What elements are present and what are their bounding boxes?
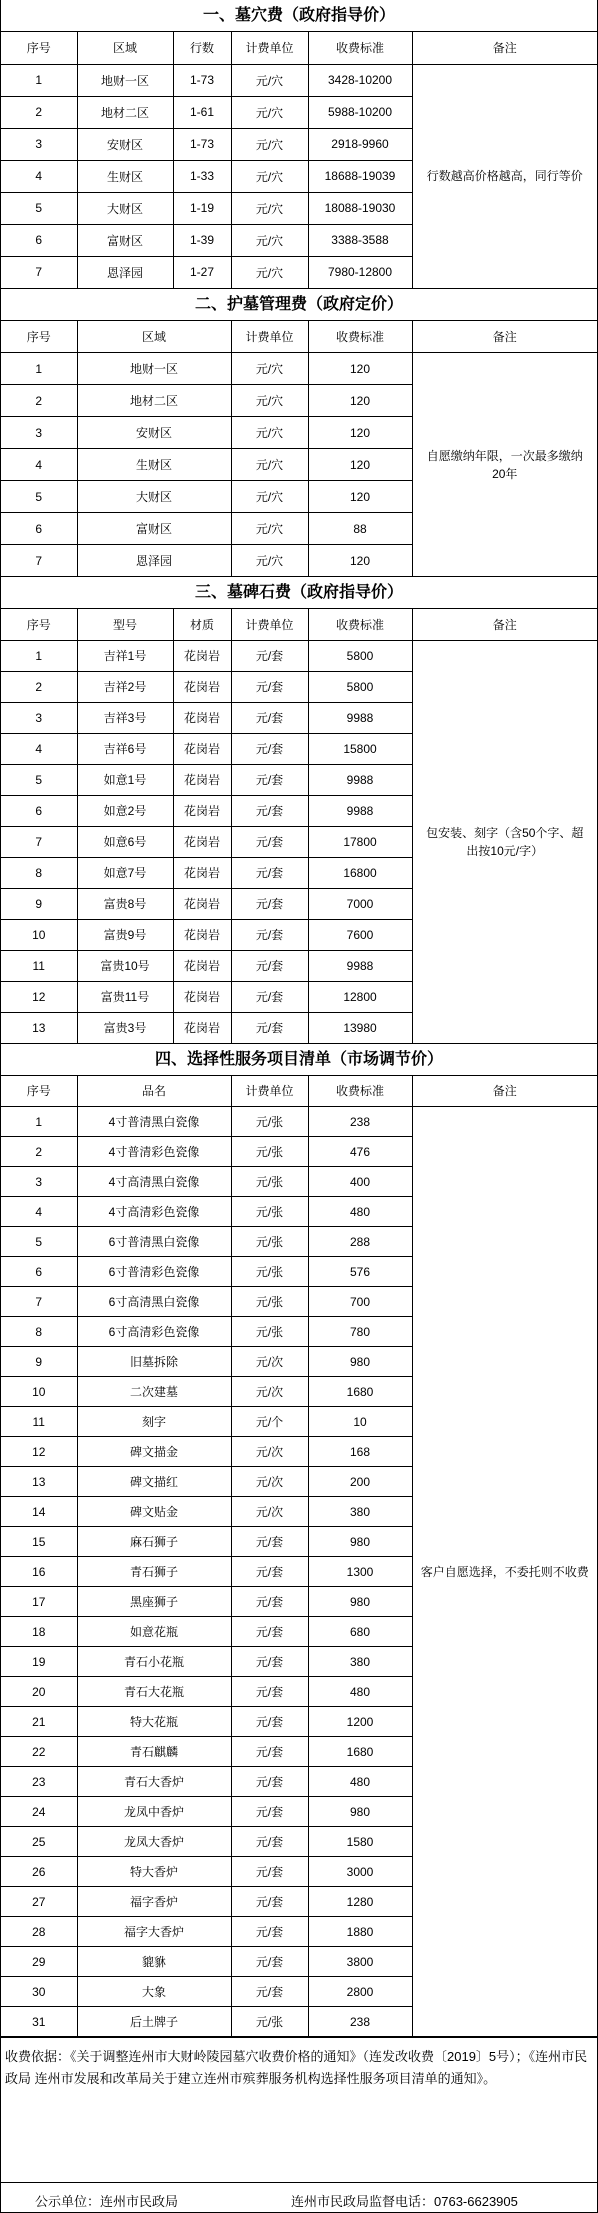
table-cell: 安财区 [77, 128, 173, 160]
table-cell: 2800 [308, 1977, 412, 2007]
table-cell: 5988-10200 [308, 96, 412, 128]
table-cell: 6 [1, 795, 77, 826]
table-cell: 3800 [308, 1947, 412, 1977]
table-cell: 花岗岩 [173, 950, 231, 981]
column-header: 计费单位 [231, 321, 308, 353]
table-cell: 元/套 [231, 857, 308, 888]
table-cell: 元/套 [231, 1647, 308, 1677]
table-cell: 富贵8号 [77, 888, 173, 919]
remark-cell: 行数越高价格越高，同行等价 [412, 64, 597, 288]
table-cell: 700 [308, 1287, 412, 1317]
table-cell: 元/套 [231, 1527, 308, 1557]
table-cell: 元/套 [231, 1617, 308, 1647]
table-cell: 4 [1, 160, 77, 192]
table-cell: 30 [1, 1977, 77, 2007]
table-cell: 元/次 [231, 1377, 308, 1407]
table-cell: 二次建墓 [77, 1377, 231, 1407]
column-header: 材质 [173, 609, 231, 640]
table-cell: 元/穴 [231, 417, 308, 449]
table-cell: 1-19 [173, 192, 231, 224]
table-cell: 7980-12800 [308, 256, 412, 288]
table-cell: 6 [1, 1257, 77, 1287]
table-cell: 元/张 [231, 1137, 308, 1167]
table-cell: 如意1号 [77, 764, 173, 795]
table-cell: 元/套 [231, 1857, 308, 1887]
table-cell: 5 [1, 1227, 77, 1257]
table-cell: 元/套 [231, 795, 308, 826]
table-cell: 3428-10200 [308, 64, 412, 96]
table-cell: 5800 [308, 640, 412, 671]
fee-basis-text: 收费依据：《关于调整连州市大财岭陵园墓穴收费价格的通知》（连发改收费〔2019〕5号）；《连州市民政局 连州市发展和改革局关于建立连州市殡葬服务机构选择性服务项目清单的通知》。 [1, 2037, 597, 2096]
table-cell: 120 [308, 481, 412, 513]
table-cell: 980 [308, 1587, 412, 1617]
grave-fee-header-row [1, 32, 597, 64]
table-cell: 花岗岩 [173, 764, 231, 795]
table-cell: 元/个 [231, 1407, 308, 1437]
table-cell: 碑文描金 [77, 1437, 231, 1467]
table-cell: 地财一区 [77, 64, 173, 96]
table-cell: 元/穴 [231, 545, 308, 577]
section-2-title: 二、护墓管理费（政府定价） [1, 289, 597, 321]
table-cell: 元/张 [231, 1227, 308, 1257]
table-cell: 元/套 [231, 1947, 308, 1977]
tombstone-fee-header-row [1, 609, 597, 640]
table-cell: 元/套 [231, 1827, 308, 1857]
table-cell: 12800 [308, 981, 412, 1012]
table-cell: 120 [308, 417, 412, 449]
table-cell: 元/穴 [231, 224, 308, 256]
table-cell: 680 [308, 1617, 412, 1647]
table-cell: 恩泽园 [77, 256, 173, 288]
table-cell: 19 [1, 1647, 77, 1677]
table-cell: 1280 [308, 1887, 412, 1917]
table-cell: 400 [308, 1167, 412, 1197]
table-cell: 1300 [308, 1557, 412, 1587]
table-cell: 元/套 [231, 1557, 308, 1587]
table-cell: 元/穴 [231, 353, 308, 385]
section-3-title: 三、墓碑石费（政府指导价） [1, 577, 597, 609]
table-cell: 元/穴 [231, 449, 308, 481]
table-cell: 元/次 [231, 1437, 308, 1467]
table-cell: 后土牌子 [77, 2007, 231, 2037]
table-cell: 元/穴 [231, 96, 308, 128]
table-cell: 1-39 [173, 224, 231, 256]
table-cell: 980 [308, 1347, 412, 1377]
table-cell: 10 [1, 919, 77, 950]
column-header: 备注 [412, 609, 597, 640]
table-cell: 6 [1, 224, 77, 256]
table-cell: 元/穴 [231, 481, 308, 513]
table-cell: 1880 [308, 1917, 412, 1947]
column-header: 计费单位 [231, 32, 308, 64]
table-cell: 元/套 [231, 1887, 308, 1917]
table-cell: 恩泽园 [77, 545, 231, 577]
table-cell: 9 [1, 1347, 77, 1377]
table-cell: 7 [1, 826, 77, 857]
column-header: 备注 [412, 321, 597, 353]
table-cell: 花岗岩 [173, 981, 231, 1012]
table-cell: 480 [308, 1677, 412, 1707]
table-cell: 120 [308, 545, 412, 577]
table-cell: 25 [1, 1827, 77, 1857]
table-cell: 4寸普清黑白瓷像 [77, 1107, 231, 1137]
table-cell: 200 [308, 1467, 412, 1497]
table-cell: 花岗岩 [173, 640, 231, 671]
table-cell: 大财区 [77, 192, 173, 224]
table-cell: 2 [1, 385, 77, 417]
table-cell: 元/套 [231, 1677, 308, 1707]
table-cell: 1-27 [173, 256, 231, 288]
table-cell: 13980 [308, 1012, 412, 1043]
table-cell: 16800 [308, 857, 412, 888]
table-cell: 9988 [308, 950, 412, 981]
table-cell: 1 [1, 1107, 77, 1137]
table-cell: 旧墓拆除 [77, 1347, 231, 1377]
maintenance-fee-table [1, 321, 597, 578]
table-cell: 12 [1, 981, 77, 1012]
table-cell: 大财区 [77, 481, 231, 513]
table-cell: 元/套 [231, 1707, 308, 1737]
table-cell: 吉祥1号 [77, 640, 173, 671]
table-cell: 貔貅 [77, 1947, 231, 1977]
table-cell: 元/次 [231, 1467, 308, 1497]
column-header: 区域 [77, 321, 231, 353]
table-cell: 4 [1, 733, 77, 764]
table-cell: 花岗岩 [173, 857, 231, 888]
table-cell: 青石大香炉 [77, 1767, 231, 1797]
table-cell: 大象 [77, 1977, 231, 2007]
table-cell: 元/张 [231, 1287, 308, 1317]
table-cell: 富财区 [77, 224, 173, 256]
table-cell: 4寸高清黑白瓷像 [77, 1167, 231, 1197]
table-cell: 480 [308, 1767, 412, 1797]
table-cell: 元/套 [231, 826, 308, 857]
table-cell: 元/套 [231, 1797, 308, 1827]
table-row [1, 1107, 597, 1137]
table-cell: 10 [1, 1377, 77, 1407]
column-header: 收费标准 [308, 609, 412, 640]
table-cell: 青石狮子 [77, 1557, 231, 1587]
table-cell: 21 [1, 1707, 77, 1737]
table-cell: 元/套 [231, 702, 308, 733]
table-cell: 238 [308, 2007, 412, 2037]
remark-cell: 包安装、刻字（含50个字、超出按10元/字） [412, 640, 597, 1043]
table-cell: 如意花瓶 [77, 1617, 231, 1647]
column-header: 计费单位 [231, 1076, 308, 1107]
table-cell: 7 [1, 1287, 77, 1317]
column-header: 收费标准 [308, 1076, 412, 1107]
publisher-text: 公示单位：连州市民政局 [35, 2194, 179, 2209]
table-cell: 23 [1, 1767, 77, 1797]
table-cell: 青石小花瓶 [77, 1647, 231, 1677]
table-cell: 7600 [308, 919, 412, 950]
table-cell: 元/穴 [231, 192, 308, 224]
remark-cell: 客户自愿选择，不委托则不收费 [412, 1107, 597, 2037]
table-cell: 龙凤大香炉 [77, 1827, 231, 1857]
table-cell: 2 [1, 671, 77, 702]
table-cell: 3 [1, 128, 77, 160]
table-cell: 地材二区 [77, 96, 173, 128]
table-cell: 17 [1, 1587, 77, 1617]
table-cell: 980 [308, 1527, 412, 1557]
table-cell: 花岗岩 [173, 795, 231, 826]
column-header: 备注 [412, 32, 597, 64]
table-cell: 元/套 [231, 981, 308, 1012]
table-row [1, 353, 597, 385]
table-cell: 吉祥6号 [77, 733, 173, 764]
table-cell: 青石麒麟 [77, 1737, 231, 1767]
table-cell: 238 [308, 1107, 412, 1137]
table-cell: 元/套 [231, 888, 308, 919]
table-cell: 11 [1, 1407, 77, 1437]
table-cell: 花岗岩 [173, 671, 231, 702]
table-cell: 1 [1, 353, 77, 385]
table-cell: 15 [1, 1527, 77, 1557]
table-cell: 1200 [308, 1707, 412, 1737]
table-cell: 22 [1, 1737, 77, 1767]
table-cell: 元/套 [231, 1587, 308, 1617]
section-4-title: 四、选择性服务项目清单（市场调节价） [1, 1044, 597, 1076]
table-cell: 1580 [308, 1827, 412, 1857]
table-cell: 476 [308, 1137, 412, 1167]
table-cell: 元/套 [231, 1917, 308, 1947]
table-cell: 10 [308, 1407, 412, 1437]
table-row [1, 64, 597, 96]
table-cell: 花岗岩 [173, 1012, 231, 1043]
column-header: 序号 [1, 321, 77, 353]
table-cell: 576 [308, 1257, 412, 1287]
table-cell: 元/穴 [231, 128, 308, 160]
table-cell: 特大花瓶 [77, 1707, 231, 1737]
table-cell: 碑文描红 [77, 1467, 231, 1497]
table-cell: 富贵10号 [77, 950, 173, 981]
table-cell: 27 [1, 1887, 77, 1917]
table-cell: 生财区 [77, 449, 231, 481]
maintenance-fee-header-row [1, 321, 597, 353]
table-row [1, 640, 597, 671]
column-header: 收费标准 [308, 321, 412, 353]
table-cell: 380 [308, 1497, 412, 1527]
table-cell: 2 [1, 96, 77, 128]
table-cell: 元/穴 [231, 513, 308, 545]
table-cell: 麻石狮子 [77, 1527, 231, 1557]
table-cell: 4寸高清彩色瓷像 [77, 1197, 231, 1227]
column-header: 序号 [1, 1076, 77, 1107]
table-cell: 9988 [308, 702, 412, 733]
table-cell: 380 [308, 1647, 412, 1677]
table-cell: 29 [1, 1947, 77, 1977]
remark-cell: 自愿缴纳年限，一次最多缴纳20年 [412, 353, 597, 577]
table-cell: 元/次 [231, 1497, 308, 1527]
hotline-text: 连州市民政局监督电话：0763-6623905 [291, 2194, 518, 2209]
tombstone-fee-table [1, 609, 597, 1044]
table-cell: 青石大花瓶 [77, 1677, 231, 1707]
table-cell: 15800 [308, 733, 412, 764]
table-cell: 碑文贴金 [77, 1497, 231, 1527]
table-cell: 6 [1, 513, 77, 545]
table-cell: 5 [1, 481, 77, 513]
table-cell: 特大香炉 [77, 1857, 231, 1887]
column-header: 备注 [412, 1076, 597, 1107]
table-cell: 元/套 [231, 764, 308, 795]
table-cell: 120 [308, 385, 412, 417]
table-cell: 12 [1, 1437, 77, 1467]
table-cell: 刻字 [77, 1407, 231, 1437]
table-cell: 120 [308, 449, 412, 481]
column-header: 品名 [77, 1076, 231, 1107]
table-cell: 元/张 [231, 2007, 308, 2037]
table-cell: 18688-19039 [308, 160, 412, 192]
table-cell: 元/套 [231, 733, 308, 764]
table-cell: 26 [1, 1857, 77, 1887]
table-cell: 元/套 [231, 1012, 308, 1043]
table-cell: 9988 [308, 795, 412, 826]
table-cell: 6寸普清彩色瓷像 [77, 1257, 231, 1287]
table-cell: 3 [1, 702, 77, 733]
table-cell: 3000 [308, 1857, 412, 1887]
table-cell: 元/套 [231, 640, 308, 671]
table-cell: 24 [1, 1797, 77, 1827]
table-cell: 富贵11号 [77, 981, 173, 1012]
table-cell: 18088-19030 [308, 192, 412, 224]
table-cell: 980 [308, 1797, 412, 1827]
table-cell: 花岗岩 [173, 826, 231, 857]
table-cell: 花岗岩 [173, 702, 231, 733]
table-cell: 16 [1, 1557, 77, 1587]
table-cell: 1680 [308, 1377, 412, 1407]
table-cell: 1 [1, 640, 77, 671]
table-cell: 元/穴 [231, 385, 308, 417]
table-cell: 14 [1, 1497, 77, 1527]
table-cell: 元/套 [231, 919, 308, 950]
table-cell: 7 [1, 545, 77, 577]
grave-fee-table [1, 32, 597, 289]
table-cell: 2 [1, 1137, 77, 1167]
table-cell: 9 [1, 888, 77, 919]
table-cell: 1-61 [173, 96, 231, 128]
table-cell: 780 [308, 1317, 412, 1347]
table-cell: 元/张 [231, 1167, 308, 1197]
table-cell: 富贵9号 [77, 919, 173, 950]
table-cell: 8 [1, 857, 77, 888]
table-cell: 元/张 [231, 1317, 308, 1347]
table-cell: 生财区 [77, 160, 173, 192]
table-cell: 黑座狮子 [77, 1587, 231, 1617]
column-header: 序号 [1, 609, 77, 640]
table-cell: 福字香炉 [77, 1887, 231, 1917]
table-cell: 吉祥2号 [77, 671, 173, 702]
table-cell: 龙凤中香炉 [77, 1797, 231, 1827]
table-cell: 1-33 [173, 160, 231, 192]
table-cell: 安财区 [77, 417, 231, 449]
table-cell: 3 [1, 1167, 77, 1197]
table-cell: 480 [308, 1197, 412, 1227]
table-cell: 元/穴 [231, 64, 308, 96]
table-cell: 2918-9960 [308, 128, 412, 160]
table-cell: 元/套 [231, 1737, 308, 1767]
table-cell: 6寸高清彩色瓷像 [77, 1317, 231, 1347]
table-cell: 5800 [308, 671, 412, 702]
table-cell: 元/穴 [231, 256, 308, 288]
table-cell: 如意7号 [77, 857, 173, 888]
table-cell: 元/套 [231, 950, 308, 981]
table-cell: 7000 [308, 888, 412, 919]
table-cell: 花岗岩 [173, 733, 231, 764]
table-cell: 3388-3588 [308, 224, 412, 256]
section-1-title: 一、墓穴费（政府指导价） [1, 0, 597, 32]
footer [1, 2182, 597, 2213]
table-cell: 地材二区 [77, 385, 231, 417]
column-header: 区域 [77, 32, 173, 64]
table-cell: 富贵3号 [77, 1012, 173, 1043]
table-cell: 元/套 [231, 1767, 308, 1797]
table-cell: 富财区 [77, 513, 231, 545]
table-cell: 如意6号 [77, 826, 173, 857]
table-cell: 1-73 [173, 64, 231, 96]
table-cell: 吉祥3号 [77, 702, 173, 733]
column-header: 计费单位 [231, 609, 308, 640]
table-cell: 1-73 [173, 128, 231, 160]
table-cell: 13 [1, 1467, 77, 1497]
table-cell: 13 [1, 1012, 77, 1043]
table-cell: 4寸普清彩色瓷像 [77, 1137, 231, 1167]
table-cell: 9988 [308, 764, 412, 795]
table-cell: 11 [1, 950, 77, 981]
table-cell: 元/套 [231, 671, 308, 702]
table-cell: 6寸普清黑白瓷像 [77, 1227, 231, 1257]
table-cell: 如意2号 [77, 795, 173, 826]
table-cell: 288 [308, 1227, 412, 1257]
table-cell: 8 [1, 1317, 77, 1347]
table-cell: 7 [1, 256, 77, 288]
table-cell: 1680 [308, 1737, 412, 1767]
table-cell: 花岗岩 [173, 919, 231, 950]
table-cell: 地财一区 [77, 353, 231, 385]
table-cell: 4 [1, 449, 77, 481]
table-cell: 120 [308, 353, 412, 385]
table-cell: 5 [1, 764, 77, 795]
table-cell: 1 [1, 64, 77, 96]
column-header: 收费标准 [308, 32, 412, 64]
table-cell: 168 [308, 1437, 412, 1467]
column-header: 型号 [77, 609, 173, 640]
table-cell: 元/张 [231, 1197, 308, 1227]
table-cell: 28 [1, 1917, 77, 1947]
table-cell: 88 [308, 513, 412, 545]
table-cell: 20 [1, 1677, 77, 1707]
table-cell: 元/套 [231, 1977, 308, 2007]
optional-service-header-row [1, 1076, 597, 1107]
column-header: 序号 [1, 32, 77, 64]
column-header: 行数 [173, 32, 231, 64]
table-cell: 福字大香炉 [77, 1917, 231, 1947]
optional-service-table [1, 1076, 597, 2038]
table-cell: 5 [1, 192, 77, 224]
table-cell: 元/张 [231, 1107, 308, 1137]
table-cell: 6寸高清黑白瓷像 [77, 1287, 231, 1317]
table-cell: 17800 [308, 826, 412, 857]
table-cell: 花岗岩 [173, 888, 231, 919]
table-cell: 元/穴 [231, 160, 308, 192]
table-cell: 31 [1, 2007, 77, 2037]
table-cell: 元/张 [231, 1257, 308, 1287]
table-cell: 元/次 [231, 1347, 308, 1377]
table-cell: 3 [1, 417, 77, 449]
table-cell: 4 [1, 1197, 77, 1227]
table-cell: 18 [1, 1617, 77, 1647]
